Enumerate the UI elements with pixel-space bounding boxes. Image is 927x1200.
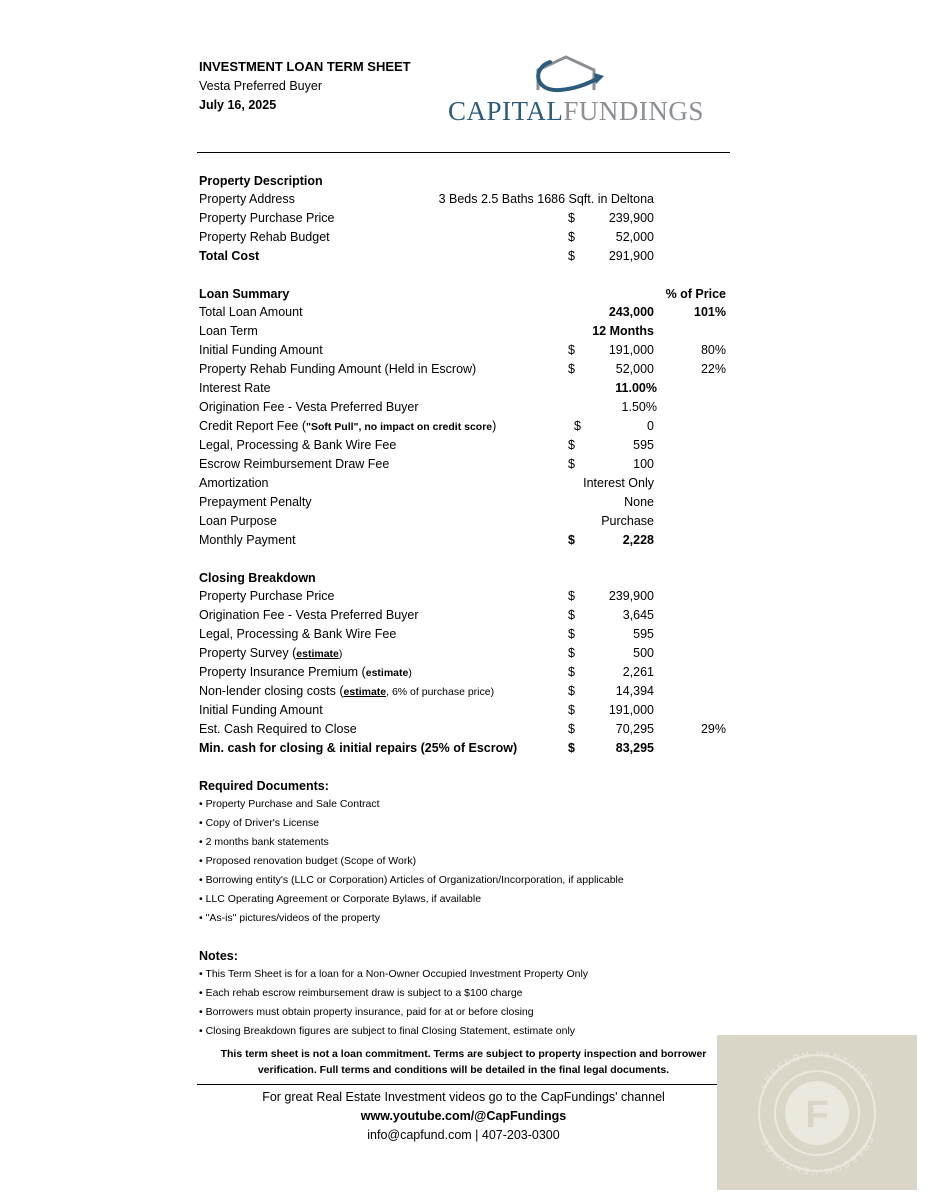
closing-row-legal-fee [199,627,729,646]
document-subtitle: Vesta Preferred Buyer [199,79,322,93]
row-pct: 29% [700,722,726,736]
contact-info[interactable]: info@capfund.com | 407-203-0300 [367,1128,560,1142]
row-value: Purchase [601,514,654,528]
property-row-purchase-price [199,211,729,230]
list-item: • LLC Operating Agreement or Corporate Bylaws, if available [199,893,482,905]
row-dollar: $ [568,627,575,641]
row-label: Property Rehab Funding Amount (Held in Escrow) [199,362,477,376]
row-dollar: $ [568,211,575,225]
loan-row-credit-report-fee [199,419,729,438]
row-label: Interest Rate [199,381,271,395]
row-label: Loan Term [199,324,258,338]
list-item: • Proposed renovation budget (Scope of Work) [199,855,417,867]
loan-section-title: Loan Summary [199,287,290,301]
property-row-total-cost [199,249,729,268]
disclaimer [197,1046,730,1078]
row-dollar: $ [568,589,575,603]
row-value: 11.00% [615,381,657,395]
row-label: Est. Cash Required to Close [199,722,357,736]
row-label: Monthly Payment [199,533,296,547]
disclaimer-line-1: This term sheet is not a loan commitment. Terms are subject to property inspection and borrower [220,1048,707,1060]
row-label [199,646,342,660]
notes-list [199,968,588,1044]
row-label: Origination Fee - Vesta Preferred Buyer [199,400,419,414]
row-dollar: $ [568,684,575,698]
capital-fundings-logo [448,54,704,126]
row-value: 100 [633,457,654,471]
row-dollar: $ [568,438,575,452]
label-note: estimate [296,648,339,660]
closing-row-property-survey [199,646,729,665]
document-title: INVESTMENT LOAN TERM SHEET [199,59,411,74]
footer-divider [197,1084,730,1085]
property-row-address [199,192,729,211]
freedom-ventures-stamp [717,1035,917,1190]
row-dollar: $ [568,362,575,376]
closing-row-min-cash [199,741,729,760]
row-value: Interest Only [583,476,654,490]
row-label [199,419,496,433]
list-item: • "As-is" pictures/videos of the property [199,912,380,924]
row-label: Escrow Reimbursement Draw Fee [199,457,390,471]
row-dollar: $ [568,608,575,622]
row-value: 291,900 [608,249,654,263]
documents-section-title: Required Documents: [199,779,329,793]
loan-row-monthly-payment [199,533,729,552]
loan-row-term [199,324,729,343]
label-main: Property Survey ( [199,646,297,660]
row-pct: 101% [694,305,726,319]
loan-row-initial-funding [199,343,729,362]
list-item: • 2 months bank statements [199,836,329,848]
row-dollar: $ [568,457,575,471]
pct-of-price-header: % of Price [665,287,726,301]
row-value: 12 Months [592,324,654,338]
row-dollar: $ [568,703,575,717]
loan-section-header [199,287,729,306]
row-label: Total Loan Amount [199,305,303,319]
row-dollar: $ [574,419,581,433]
stamp-seal [717,1035,917,1190]
footer-channel-text: For great Real Estate Investment videos go to the CapFundings' channel [262,1090,665,1104]
row-value: 83,295 [615,741,654,755]
row-value: 52,000 [615,230,654,244]
label-end: , 6% of purchase price) [386,686,495,698]
row-value: 1.50% [621,400,657,414]
row-label: Legal, Processing & Bank Wire Fee [199,627,397,641]
stamp-ring-textpath-bottom: FREEDOM VENTURES [758,1134,876,1178]
row-label [199,665,412,679]
loan-row-prepayment-penalty [199,495,729,514]
label-main: Credit Report Fee ( [199,419,306,433]
label-main: Non-lender closing costs ( [199,684,344,698]
row-label: Total Cost [199,249,260,263]
list-item: • Copy of Driver's License [199,817,320,829]
row-value: None [624,495,654,509]
document-date: July 16, 2025 [199,98,277,112]
stamp-ring-textpath-top: FREEDOM VENTURES [758,1048,876,1092]
row-label: Prepayment Penalty [199,495,312,509]
logo-wordmark [448,96,704,127]
row-label: Initial Funding Amount [199,703,323,717]
row-dollar: $ [568,665,575,679]
row-label: Amortization [199,476,269,490]
row-value: 70,295 [615,722,654,736]
row-value: 500 [633,646,654,660]
row-value: 3,645 [622,608,654,622]
label-note: estimate [343,686,387,698]
row-dollar: $ [568,230,575,244]
row-value: 243,000 [608,305,654,319]
house-arrow-icon [448,54,698,99]
closing-row-non-lender-costs [199,684,729,703]
row-value: 595 [633,438,654,452]
label-note: "Soft Pull", no impact on credit score [305,421,493,433]
notes-section-title: Notes: [199,949,238,963]
stamp-letter: F [805,1094,829,1136]
row-dollar: $ [568,722,575,736]
label-note: estimate [365,667,409,679]
youtube-link[interactable]: www.youtube.com/@CapFundings [360,1109,567,1123]
property-section-title: Property Description [199,174,323,188]
loan-row-legal-fee [199,438,729,457]
disclaimer-line-2: verification. Full terms and conditions will be detailed in the final legal documents. [257,1064,670,1076]
row-value: 14,394 [615,684,654,698]
logo-word-fundings: FUNDINGS [563,96,704,126]
row-dollar: $ [568,533,575,547]
row-value: 191,000 [608,703,654,717]
list-item: • Borrowing entity's (LLC or Corporation) Articles of Organization/Incorporation, if applicable [199,874,624,886]
row-value: 2,261 [622,665,654,679]
loan-row-total-loan [199,305,729,324]
loan-row-amortization [199,476,729,495]
row-value: 239,900 [608,211,654,225]
row-dollar: $ [568,343,575,357]
closing-row-origination-fee [199,608,729,627]
row-dollar: $ [568,741,575,755]
property-row-rehab-budget [199,230,729,249]
row-value: 239,900 [608,589,654,603]
label-end: ) [408,667,412,679]
loan-row-interest-rate [199,381,729,400]
loan-row-rehab-funding [199,362,729,381]
footer [197,1088,730,1145]
loan-row-escrow-draw-fee [199,457,729,476]
row-label: Property Purchase Price [199,211,335,225]
row-label [199,684,494,698]
list-item: • This Term Sheet is for a loan for a Non-Owner Occupied Investment Property Only [199,968,589,980]
row-label: Origination Fee - Vesta Preferred Buyer [199,608,419,622]
label-main: Property Insurance Premium ( [199,665,366,679]
row-value: 0 [647,419,654,433]
closing-row-insurance-premium [199,665,729,684]
row-value: 3 Beds 2.5 Baths 1686 Sqft. in Deltona [438,192,654,206]
row-dollar: $ [568,249,575,263]
logo-word-capital: CAPITAL [448,96,564,126]
row-value: 191,000 [608,343,654,357]
label-end: ) [338,648,343,660]
row-label: Initial Funding Amount [199,343,323,357]
loan-row-purpose [199,514,729,533]
closing-section-title: Closing Breakdown [199,571,316,585]
row-value: 595 [633,627,654,641]
closing-row-purchase-price [199,589,729,608]
row-label: Min. cash for closing & initial repairs (25% of Escrow) [199,741,518,755]
row-label: Legal, Processing & Bank Wire Fee [199,438,397,452]
row-label: Loan Purpose [199,514,277,528]
row-label: Property Purchase Price [199,589,335,603]
row-label: Property Address [199,192,295,206]
list-item: • Each rehab escrow reimbursement draw is subject to a $100 charge [199,987,523,999]
row-pct: 22% [700,362,726,376]
loan-row-origination-fee [199,400,729,419]
documents-list [199,798,624,931]
closing-row-cash-to-close [199,722,729,741]
list-item: • Borrowers must obtain property insurance, paid for at or before closing [199,1006,534,1018]
row-label: Property Rehab Budget [199,230,330,244]
list-item: • Property Purchase and Sale Contract [199,798,380,810]
row-dollar: $ [568,646,575,660]
list-item: • Closing Breakdown figures are subject to final Closing Statement, estimate only [199,1025,576,1037]
label-end: ) [492,419,497,433]
row-value: 2,228 [622,533,654,547]
header-divider [197,152,730,153]
row-value: 52,000 [615,362,654,376]
row-pct: 80% [700,343,726,357]
closing-row-initial-funding [199,703,729,722]
